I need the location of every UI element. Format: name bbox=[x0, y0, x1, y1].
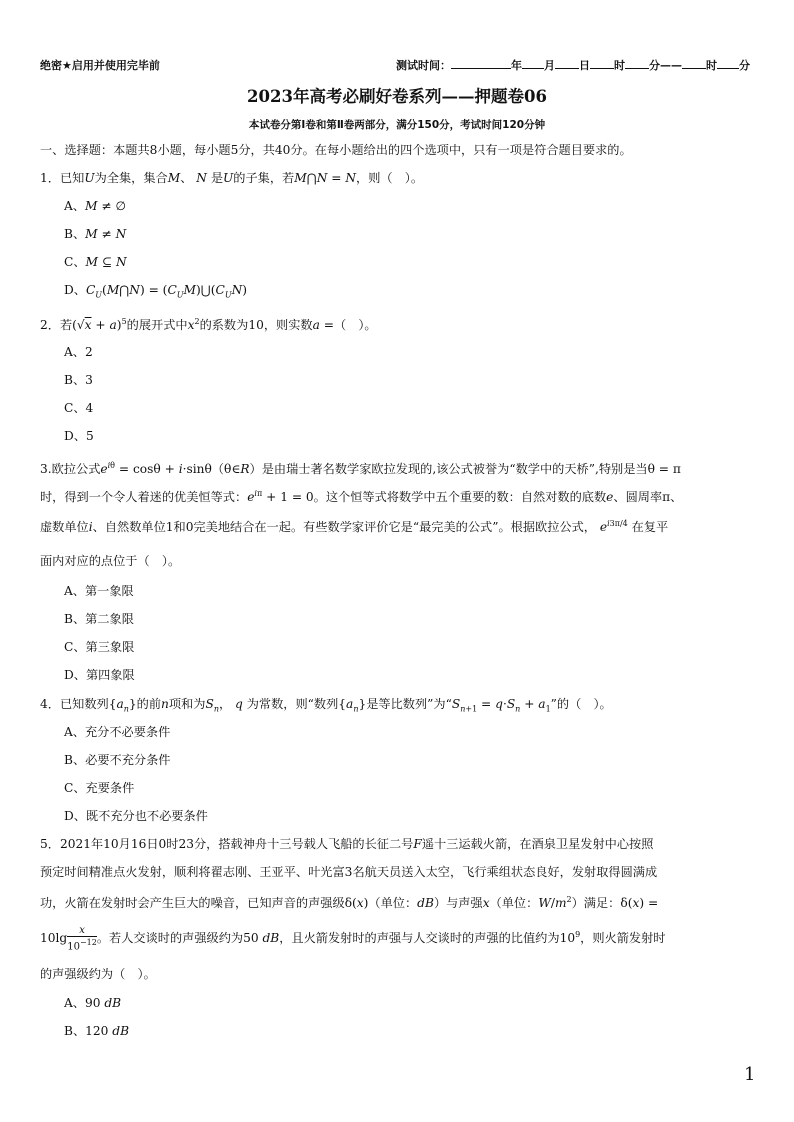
hour2-label: 时 bbox=[706, 59, 717, 72]
question-3-option-c: C、第三象限 bbox=[64, 640, 135, 654]
question-3-line-3: 虚数单位i、自然数单位1和0完美地结合在一起。有些数学家评价它是“最完美的公式”。根据欧拉公式， $e^{i3\pi/4}$ 在复平 bbox=[40, 519, 669, 535]
confidential-notice: 绝密★启用并使用完毕前 bbox=[40, 59, 160, 72]
question-5-line-2: 预定时间精准点火发射，顺利将翟志刚、王亚平、叶光富3名航天员送入太空，飞行乘组状态良好，发射取得圆满成 bbox=[40, 865, 658, 879]
blank-minute bbox=[625, 57, 649, 69]
question-4-option-a: A、充分不必要条件 bbox=[64, 725, 171, 739]
blank-hour2 bbox=[682, 57, 706, 69]
question-3-option-a: A、第一象限 bbox=[64, 584, 134, 598]
test-time-line bbox=[396, 57, 750, 73]
question-1-stem: 1．已知U为全集，集合M、 N 是U的子集，若M⋂N = N，则（ ）。 bbox=[40, 171, 424, 185]
dash: —— bbox=[660, 59, 682, 72]
question-5-line-5: 的声强级约为（ ）。 bbox=[40, 967, 156, 981]
question-5-option-a: A、90 dB bbox=[64, 996, 122, 1010]
blank-hour bbox=[590, 57, 614, 69]
paper-title: 2023年高考必刷好卷系列——押题卷06 bbox=[247, 87, 547, 106]
blank-day bbox=[555, 57, 579, 69]
question-2-option-c: C、4 bbox=[64, 401, 94, 415]
question-2-option-d: D、5 bbox=[64, 429, 94, 443]
paper-subtitle: 本试卷分第Ⅰ卷和第Ⅱ卷两部分，满分150分，考试时间120分钟 bbox=[248, 119, 546, 131]
month-label: 月 bbox=[544, 59, 555, 72]
day-label: 日 bbox=[579, 59, 590, 72]
blank-minute2 bbox=[717, 57, 739, 69]
question-2-option-b: B、3 bbox=[64, 373, 93, 387]
hour-label: 时 bbox=[614, 59, 625, 72]
page-number: 1 bbox=[744, 1064, 756, 1085]
question-3-line-1: 3.欧拉公式$e^{i\theta} = \cos\theta$ + i·sinθ（θ∈R）是由瑞士著名数学家欧拉发现的,该公式被誉为“数学中的天桥”,特别是当θ = π bbox=[40, 461, 681, 477]
question-1-option-c: C、M ⊆ N bbox=[64, 255, 127, 269]
question-3-option-d: D、第四象限 bbox=[64, 668, 135, 682]
question-1-option-b: B、M ≠ N bbox=[64, 227, 127, 241]
question-2-stem: 2．若$(√x + a)^5$的展开式中$x^2$的系数为10，则实数a =（ ）。 bbox=[40, 317, 377, 333]
question-4-option-d: D、既不充分也不必要条件 bbox=[64, 809, 208, 823]
minute-label: 分 bbox=[649, 59, 660, 72]
question-5-line-1: 5．2021年10月16日0时23分，搭载神舟十三号载人飞船的长征二号F遥十三运载火箭，在酒泉卫星发射中心按照 bbox=[40, 837, 654, 851]
question-1-option-a: A、M ≠ ∅ bbox=[64, 199, 127, 213]
question-1-option-d: D、$C_U(M⋂N)$ = $(C_UM)⋃(C_UN)$ bbox=[64, 283, 248, 300]
question-5-line-3: 功，火箭在发射时会产生巨大的噪音，已知声音的声强级δ(x)（单位：dB）与声强x（单位：$W/m^2$）满足：δ(x) = bbox=[40, 895, 659, 911]
fraction: $\frac{x}{10^{-12}}$ bbox=[67, 925, 97, 953]
blank-month bbox=[522, 57, 544, 69]
question-4-option-b: B、必要不充分条件 bbox=[64, 753, 171, 767]
minute2-label: 分 bbox=[739, 59, 750, 72]
test-time-label: 测试时间： bbox=[396, 59, 451, 72]
section-heading: 一、选择题：本题共8小题，每小题5分，共40分。在每小题给出的四个选项中，只有一项是符合题目要求的。 bbox=[40, 143, 632, 157]
question-2-option-a: A、2 bbox=[64, 345, 93, 359]
question-3-option-b: B、第二象限 bbox=[64, 612, 134, 626]
question-4-stem: 4．已知数列$\{a_n\}$的前n项和为$S_n$， q 为常数，则“数列$\{a_n\}$是等比数列”为“$S_{n+1} = q\cdot S_n + a_1$”的（ ）。 bbox=[40, 697, 612, 714]
question-3-line-2: 时，得到一个令人着迷的优美恒等式：$e^{i\pi} + 1 = 0$。这个恒等式将数学中五个重要的数：自然对数的底数e、圆周率π、 bbox=[40, 489, 683, 505]
question-3-line-4: 面内对应的点位于（ ）。 bbox=[40, 554, 181, 568]
question-5-option-b: B、120 dB bbox=[64, 1024, 130, 1038]
blank-year bbox=[451, 57, 511, 69]
question-4-option-c: C、充要条件 bbox=[64, 781, 135, 795]
question-5-line-4: 10lg $\frac{x}{10^{-12}}$ 。若人交谈时的声强级约为50 dB，且火箭发射时的声强与人交谈时的声强的比值约为$10^9$，则火箭发射时 bbox=[40, 925, 666, 953]
year-label: 年 bbox=[511, 59, 522, 72]
